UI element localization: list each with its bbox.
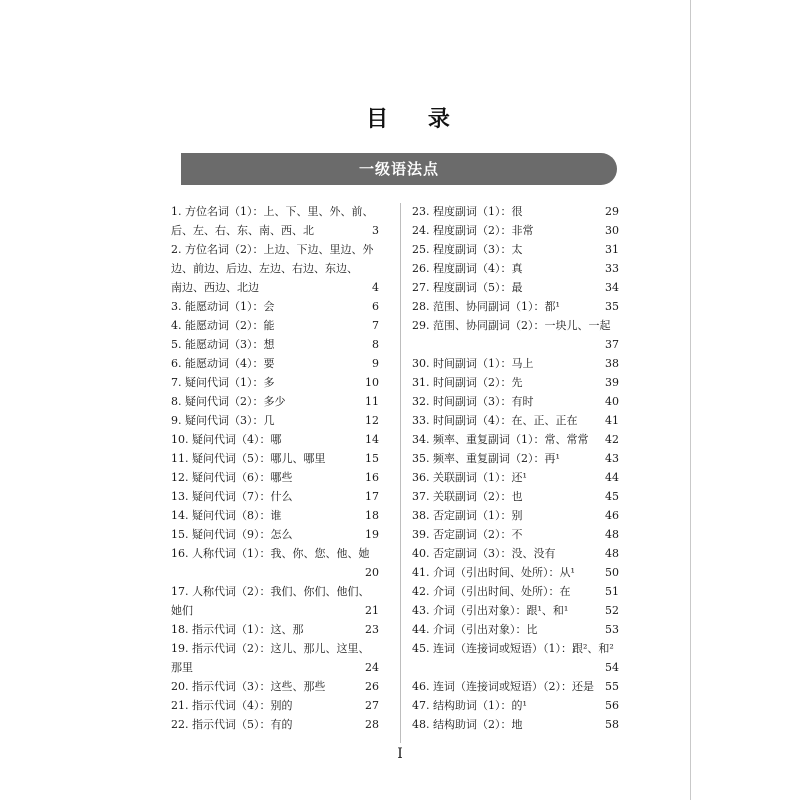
toc-entry-title-line: 36. 关联副词（1）：还¹ <box>412 471 527 484</box>
toc-entry-title-line: 她们 <box>171 604 193 617</box>
toc-entry-page-number: 10 <box>365 376 379 389</box>
toc-entry[interactable] <box>171 411 379 430</box>
toc-entry[interactable] <box>171 696 379 715</box>
toc-entry-title-line: 13. 疑问代词（7）：什么 <box>171 490 293 503</box>
toc-entry[interactable] <box>412 715 619 734</box>
toc-entry-page-number: 28 <box>365 718 379 731</box>
section-banner <box>181 153 617 185</box>
section-title: 一级语法点 <box>358 160 439 178</box>
toc-entry-page-number: 35 <box>605 300 619 313</box>
footer-page-number: I <box>397 746 403 762</box>
toc-entry-page-number: 9 <box>372 357 379 370</box>
toc-entry[interactable] <box>412 373 619 392</box>
toc-entry[interactable] <box>412 449 619 468</box>
toc-entry-page-number: 40 <box>605 395 619 408</box>
toc-entry-title-line: 8. 疑问代词（2）：多少 <box>171 395 286 408</box>
toc-entry[interactable] <box>171 582 379 620</box>
toc-entry-title-line: 44. 介词（引出对象）：比 <box>412 623 538 636</box>
toc-entry-page-number: 48 <box>605 528 619 541</box>
toc-entry-page-number: 34 <box>605 281 619 294</box>
toc-entry[interactable] <box>171 316 379 335</box>
toc-entry-title-line <box>412 658 619 677</box>
toc-entry-page-number: 54 <box>605 661 619 674</box>
toc-entry-title-line <box>171 563 379 582</box>
toc-entry-title-line: 3. 能愿动词（1）：会 <box>171 300 275 313</box>
toc-entry-page-number: 51 <box>605 585 619 598</box>
toc-entry-title-line: 23. 程度副词（1）：很 <box>412 205 523 218</box>
toc-entry-page-number: 11 <box>365 395 379 408</box>
toc-entry[interactable] <box>171 639 379 677</box>
toc-entry[interactable] <box>412 202 619 221</box>
toc-entry-page-number: 20 <box>365 566 379 579</box>
toc-entry[interactable] <box>412 392 619 411</box>
toc-entry[interactable] <box>412 525 619 544</box>
toc-entry[interactable] <box>171 525 379 544</box>
toc-entry-title-line <box>412 335 619 354</box>
toc-entry[interactable] <box>171 468 379 487</box>
toc-entry-title-line: 25. 程度副词（3）：太 <box>412 243 523 256</box>
toc-entry-title-line: 26. 程度副词（4）：真 <box>412 262 523 275</box>
toc-entry-page-number: 53 <box>605 623 619 636</box>
toc-entry-page-number: 19 <box>365 528 379 541</box>
toc-entry-title-line: 4. 能愿动词（2）：能 <box>171 319 275 332</box>
toc-entry[interactable] <box>171 202 379 240</box>
toc-entry-title-line: 48. 结构助词（2）：地 <box>412 718 523 731</box>
toc-entry[interactable] <box>412 316 619 354</box>
toc-entry-title-line: 45. 连词（连接词或短语）（1）：跟²、和² <box>412 642 614 655</box>
toc-entry[interactable] <box>171 620 379 639</box>
toc-entry-page-number: 21 <box>365 604 379 617</box>
toc-entry-title-line: 2. 方位名词（2）：上边、下边、里边、外 <box>171 243 374 256</box>
toc-entry[interactable] <box>412 582 619 601</box>
toc-entry-title-line: 33. 时间副词（4）：在、正、正在 <box>412 414 578 427</box>
toc-entry[interactable] <box>171 240 379 297</box>
toc-entry-page-number: 12 <box>365 414 379 427</box>
toc-entry[interactable] <box>412 620 619 639</box>
toc-entry-page-number: 7 <box>372 319 379 332</box>
toc-entry-page-number: 33 <box>605 262 619 275</box>
toc-entry-title-line: 41. 介词（引出时间、处所）：从¹ <box>412 566 575 579</box>
toc-entry[interactable] <box>412 544 619 563</box>
toc-entry[interactable] <box>412 430 619 449</box>
toc-entry-page-number: 46 <box>605 509 619 522</box>
toc-entry-page-number: 45 <box>605 490 619 503</box>
toc-entry[interactable] <box>412 506 619 525</box>
toc-entry-page-number: 15 <box>365 452 379 465</box>
toc-entry-page-number: 43 <box>605 452 619 465</box>
toc-entry[interactable] <box>412 259 619 278</box>
toc-entry-title-line: 后、左、右、东、南、西、北 <box>171 224 314 237</box>
toc-entry[interactable] <box>171 297 379 316</box>
toc-left-column <box>171 202 379 734</box>
toc-entry-page-number: 24 <box>365 661 379 674</box>
toc-entry-page-number: 42 <box>605 433 619 446</box>
toc-entry-page-number: 6 <box>372 300 379 313</box>
toc-entry-page-number: 37 <box>605 338 619 351</box>
toc-entry-title-line: 那里 <box>171 661 193 674</box>
toc-entry-title-line: 边、前边、后边、左边、右边、东边、 <box>171 262 358 275</box>
toc-entry-title-line: 南边、西边、北边 <box>171 281 259 294</box>
toc-entry-page-number: 3 <box>372 224 379 237</box>
toc-entry[interactable] <box>412 354 619 373</box>
toc-entry-title-line: 1. 方位名词（1）：上、下、里、外、前、 <box>171 205 374 218</box>
toc-entry-title-line: 29. 范围、协同副词（2）：一块儿、一起 <box>412 319 611 332</box>
toc-entry[interactable] <box>171 677 379 696</box>
toc-entry[interactable] <box>412 411 619 430</box>
toc-entry[interactable] <box>412 221 619 240</box>
toc-entry-title-line: 22. 指示代词（5）：有的 <box>171 718 293 731</box>
toc-entry[interactable] <box>171 430 379 449</box>
toc-entry[interactable] <box>412 278 619 297</box>
toc-entry-page-number: 56 <box>605 699 619 712</box>
toc-entry-title-line: 47. 结构助词（1）：的¹ <box>412 699 527 712</box>
toc-entry-page-number: 17 <box>365 490 379 503</box>
toc-entry-title-line: 27. 程度副词（5）：最 <box>412 281 523 294</box>
toc-entry-page-number: 30 <box>605 224 619 237</box>
toc-entry-title-line: 12. 疑问代词（6）：哪些 <box>171 471 293 484</box>
toc-entry-title-line: 37. 关联副词（2）：也 <box>412 490 523 503</box>
toc-entry[interactable] <box>171 487 379 506</box>
toc-entry-title-line: 6. 能愿动词（4）：要 <box>171 357 275 370</box>
toc-entry-title-line: 11. 疑问代词（5）：哪儿、哪里 <box>171 452 326 465</box>
toc-entry-title-line: 35. 频率、重复副词（2）：再¹ <box>412 452 560 465</box>
toc-entry[interactable] <box>171 392 379 411</box>
toc-entry-title-line: 34. 频率、重复副词（1）：常、常常 <box>412 433 589 446</box>
toc-entry[interactable] <box>171 715 379 734</box>
toc-entry-page-number: 41 <box>605 414 619 427</box>
toc-entry-title-line: 17. 人称代词（2）：我们、你们、他们、 <box>171 585 370 598</box>
toc-entry-page-number: 23 <box>365 623 379 636</box>
toc-right-column <box>412 202 619 734</box>
toc-entry-page-number: 52 <box>605 604 619 617</box>
toc-entry-title-line: 39. 否定副词（2）：不 <box>412 528 523 541</box>
toc-entry-title-line: 18. 指示代词（1）：这、那 <box>171 623 304 636</box>
toc-entry[interactable] <box>412 677 619 696</box>
toc-entry-title-line: 46. 连词（连接词或短语）（2）：还是 <box>412 680 594 693</box>
toc-entry[interactable] <box>171 544 379 582</box>
toc-entry-page-number: 55 <box>605 680 619 693</box>
toc-entry-page-number: 38 <box>605 357 619 370</box>
toc-entry[interactable] <box>412 639 619 677</box>
toc-entry-title-line: 16. 人称代词（1）：我、你、您、他、她 <box>171 547 370 560</box>
toc-entry-title-line: 10. 疑问代词（4）：哪 <box>171 433 282 446</box>
column-divider <box>400 203 401 743</box>
toc-entry[interactable] <box>412 563 619 582</box>
toc-entry-page-number: 27 <box>365 699 379 712</box>
toc-entry[interactable] <box>412 601 619 620</box>
toc-entry-page-number: 4 <box>372 281 379 294</box>
page-title: 目 录 <box>366 107 466 132</box>
toc-entry-title-line: 43. 介词（引出对象）：跟¹、和¹ <box>412 604 569 617</box>
toc-entry-title-line: 40. 否定副词（3）：没、没有 <box>412 547 556 560</box>
toc-entry[interactable] <box>171 354 379 373</box>
toc-entry-title-line: 15. 疑问代词（9）：怎么 <box>171 528 293 541</box>
toc-entry-page-number: 48 <box>605 547 619 560</box>
toc-entry-title-line: 21. 指示代词（4）：别的 <box>171 699 293 712</box>
toc-entry-page-number: 26 <box>365 680 379 693</box>
toc-entry[interactable] <box>412 487 619 506</box>
toc-entry-page-number: 14 <box>365 433 379 446</box>
toc-entry[interactable] <box>171 373 379 392</box>
toc-entry-title-line: 30. 时间副词（1）：马上 <box>412 357 534 370</box>
toc-entry-title-line: 9. 疑问代词（3）：几 <box>171 414 275 427</box>
toc-entry-title-line: 19. 指示代词（2）：这儿、那儿、这里、 <box>171 642 370 655</box>
toc-entry-title-line: 14. 疑问代词（8）：谁 <box>171 509 282 522</box>
toc-entry-title-line: 7. 疑问代词（1）：多 <box>171 376 275 389</box>
toc-entry-page-number: 50 <box>605 566 619 579</box>
toc-entry-title-line: 28. 范围、协同副词（1）：都¹ <box>412 300 560 313</box>
toc-entry[interactable] <box>412 240 619 259</box>
toc-entry[interactable] <box>171 449 379 468</box>
toc-entry-page-number: 18 <box>365 509 379 522</box>
toc-entry[interactable] <box>171 506 379 525</box>
toc-entry-title-line: 5. 能愿动词（3）：想 <box>171 338 275 351</box>
toc-entry-page-number: 16 <box>365 471 379 484</box>
toc-entry-page-number: 8 <box>372 338 379 351</box>
toc-entry[interactable] <box>412 696 619 715</box>
toc-entry[interactable] <box>171 335 379 354</box>
toc-entry-page-number: 31 <box>605 243 619 256</box>
toc-entry-title-line: 38. 否定副词（1）：别 <box>412 509 523 522</box>
toc-entry-page-number: 29 <box>605 205 619 218</box>
toc-entry[interactable] <box>412 468 619 487</box>
toc-entry-title-line: 32. 时间副词（3）：有时 <box>412 395 534 408</box>
toc-entry-title-line: 20. 指示代词（3）：这些、那些 <box>171 680 326 693</box>
toc-entry-title-line: 42. 介词（引出时间、处所）：在 <box>412 585 571 598</box>
toc-entry-page-number: 58 <box>605 718 619 731</box>
toc-entry-page-number: 39 <box>605 376 619 389</box>
toc-entry-title-line: 31. 时间副词（2）：先 <box>412 376 523 389</box>
toc-entry-page-number: 44 <box>605 471 619 484</box>
toc-entry-title-line: 24. 程度副词（2）：非常 <box>412 224 534 237</box>
toc-entry[interactable] <box>412 297 619 316</box>
